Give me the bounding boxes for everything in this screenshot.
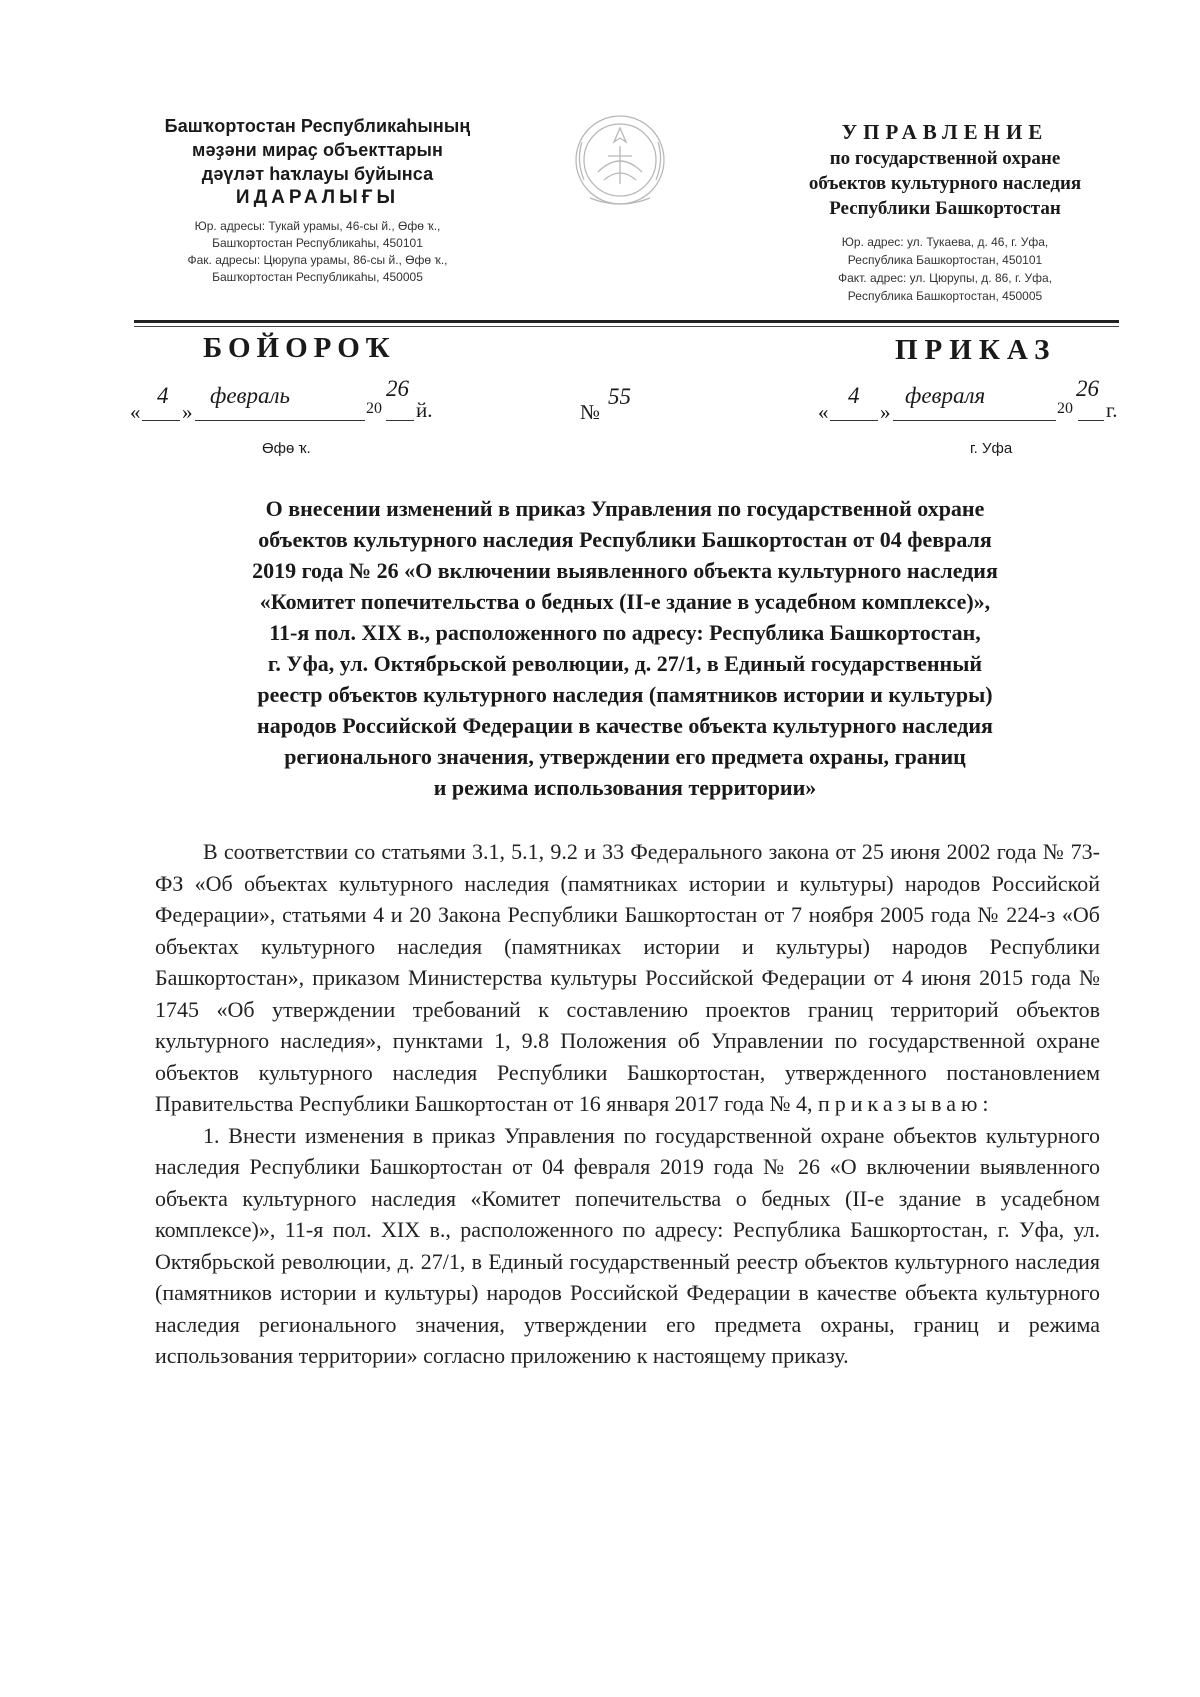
header-left-line4: ИДАРАЛЫҒЫ — [235, 187, 400, 208]
date-right-close-quote: » — [880, 400, 891, 424]
header-right-line3: объектов культурного наследия — [808, 173, 1082, 194]
header-right — [775, 118, 1115, 305]
header-left-address — [125, 218, 510, 286]
title-line: г. Уфа, ул. Октябрьской революции, д. 27/1, в Единый государственный — [267, 651, 983, 676]
header-right-addr3: Факт. адрес: ул. Цюрупы, д. 86, г. Уфа, — [837, 271, 1053, 285]
header-right-addr2: Республика Башкортостан, 450101 — [847, 253, 1043, 267]
header-left-line2: мәҙәни мираҫ объекттарын — [192, 140, 443, 160]
order-word-russian: ПРИКАЗ — [895, 334, 1057, 366]
date-left-day: 4 — [157, 383, 169, 408]
order-number-label: № — [580, 400, 601, 424]
header-left-addr4: Башҡортостан Республикаһы, 450005 — [212, 270, 423, 284]
city-bashkir: Өфө ҡ. — [262, 440, 311, 457]
title-line: регионального значения, утверждении его предмета охраны, границ — [284, 744, 966, 769]
city-russian: г. Уфа — [970, 440, 1013, 457]
header-right-line2: по государственной охране — [829, 148, 1061, 169]
order-number: 55 — [608, 384, 631, 409]
header-left-addr3: Фак. адресы: Цюрупа урамы, 86-сы й., Өфө ҡ., — [187, 253, 448, 267]
header-right-addr1: Юр. адрес: ул. Тукаева, д. 46, г. Уфа, — [841, 235, 1049, 249]
date-right-open-quote: « — [818, 400, 829, 424]
title-line: народов Российской Федерации в качестве объекта культурного наследия — [257, 713, 993, 738]
header-left-line1: Башҡортостан Республикаһының — [164, 116, 471, 136]
date-left-open-quote: « — [130, 400, 141, 424]
title-line: «Комитет попечительства о бедных (II-е здание в усадебном комплексе)», — [259, 589, 991, 614]
header-left — [125, 114, 510, 286]
title-line: и режима использования территории» — [433, 775, 817, 800]
preamble-text: В соответствии со статьями 3.1, 5.1, 9.2 и 33 Федерального закона от 25 июня 2002 года № 73-ФЗ «Об объектах культурного наследия (памятниках истории и культуры) народов Российской Федерации», статьями 4 и 20 Закона Республики Башкортостан от 7 ноября 2005 года № 224-з «Об объектах культурного наследия (памятниках истории и культуры) народов Республики Башкортостан», приказом Министерства культуры Российской Федерации от 4 июня 2015 года № 1745 «Об утверждении требований к составлению проектов границ территорий объектов культурного наследия», пунктами 1, 9.8 Положения об Управлении по государственной охране объектов культурного наследия Республики Башкортостан, утвержденного постановлением Правительства Республики Башкортостан от 16 января 2017 года № 4, — [155, 839, 1100, 1116]
body-paragraph-preamble — [155, 836, 1100, 1120]
header-right-line1: УПРАВЛЕНИЕ — [841, 120, 1049, 144]
date-left-month-underline — [195, 420, 365, 421]
header-left-addr2: Башҡортостан Республикаһы, 450101 — [212, 236, 423, 250]
header-right-addr4: Республика Башкортостан, 450005 — [847, 289, 1043, 303]
title-line: 11-я пол. XIX в., расположенного по адресу: Республика Башкортостан, — [269, 620, 981, 645]
date-left-day-underline — [142, 420, 180, 421]
date-left-close-quote: » — [182, 400, 193, 424]
date-left-year: 26 — [386, 376, 409, 401]
date-right-year: 26 — [1076, 376, 1099, 401]
header-divider-thin — [134, 326, 1119, 327]
title-line: О внесении изменений в приказ Управления по государственной охране — [265, 496, 985, 521]
date-right-month: февраля — [905, 383, 986, 408]
date-left-year-suffix: й. — [416, 398, 433, 422]
date-right-century: 20 — [1057, 400, 1073, 417]
header-right-line4: Республики Башкортостан — [829, 198, 1061, 219]
command-word: приказываю: — [817, 1091, 994, 1116]
title-line: реестр объектов культурного наследия (памятников истории и культуры) — [257, 682, 993, 707]
coat-of-arms-icon — [560, 102, 680, 214]
header-left-addr1: Юр. адресы: Тукай урамы, 46-сы й., Өфө ҡ., — [194, 219, 441, 233]
header-right-address — [775, 233, 1115, 305]
date-right-day-underline — [830, 420, 878, 421]
date-left-year-underline — [386, 420, 414, 421]
date-right-day: 4 — [848, 383, 860, 408]
header-divider-thick — [134, 320, 1119, 323]
date-right-year-suffix: г. — [1106, 398, 1118, 422]
order-word-bashkir: БОЙОРОҠ — [203, 332, 396, 364]
date-right-year-underline — [1078, 420, 1104, 421]
title-line: объектов культурного наследия Республики Башкортостан от 04 февраля — [258, 527, 992, 552]
date-left-century: 20 — [366, 400, 382, 417]
header-left-line3: дәүләт һаҡлауы буйынса — [201, 164, 434, 184]
order-title — [155, 493, 1095, 803]
body-paragraph-item-1: 1. Внести изменения в приказ Управления по государственной охране объектов культурного наследия Республики Башкортостан от 04 февраля 2019 года № 26 «О включении выявленного объекта культурного наследия «Комитет попечительства о бедных (II-е здание в усадебном комплексе)», 11-я пол. XIX в., расположенного по адресу: Республика Башкортостан, г. Уфа, ул. Октябрьской революции, д. 27/1, в Единый государственный реестр объектов культурного наследия (памятников истории и культуры) народов Российской Федерации в качестве объекта культурного наследия регионального значения, утверждении его предмета охраны, границ и режима использования территории» согласно приложению к настоящему приказу. — [155, 1122, 1100, 1368]
date-left-month: февраль — [210, 383, 291, 408]
title-line: 2019 года № 26 «О включении выявленного объекта культурного наследия — [252, 558, 998, 583]
date-right-month-underline — [893, 420, 1056, 421]
order-body — [155, 836, 1100, 1372]
